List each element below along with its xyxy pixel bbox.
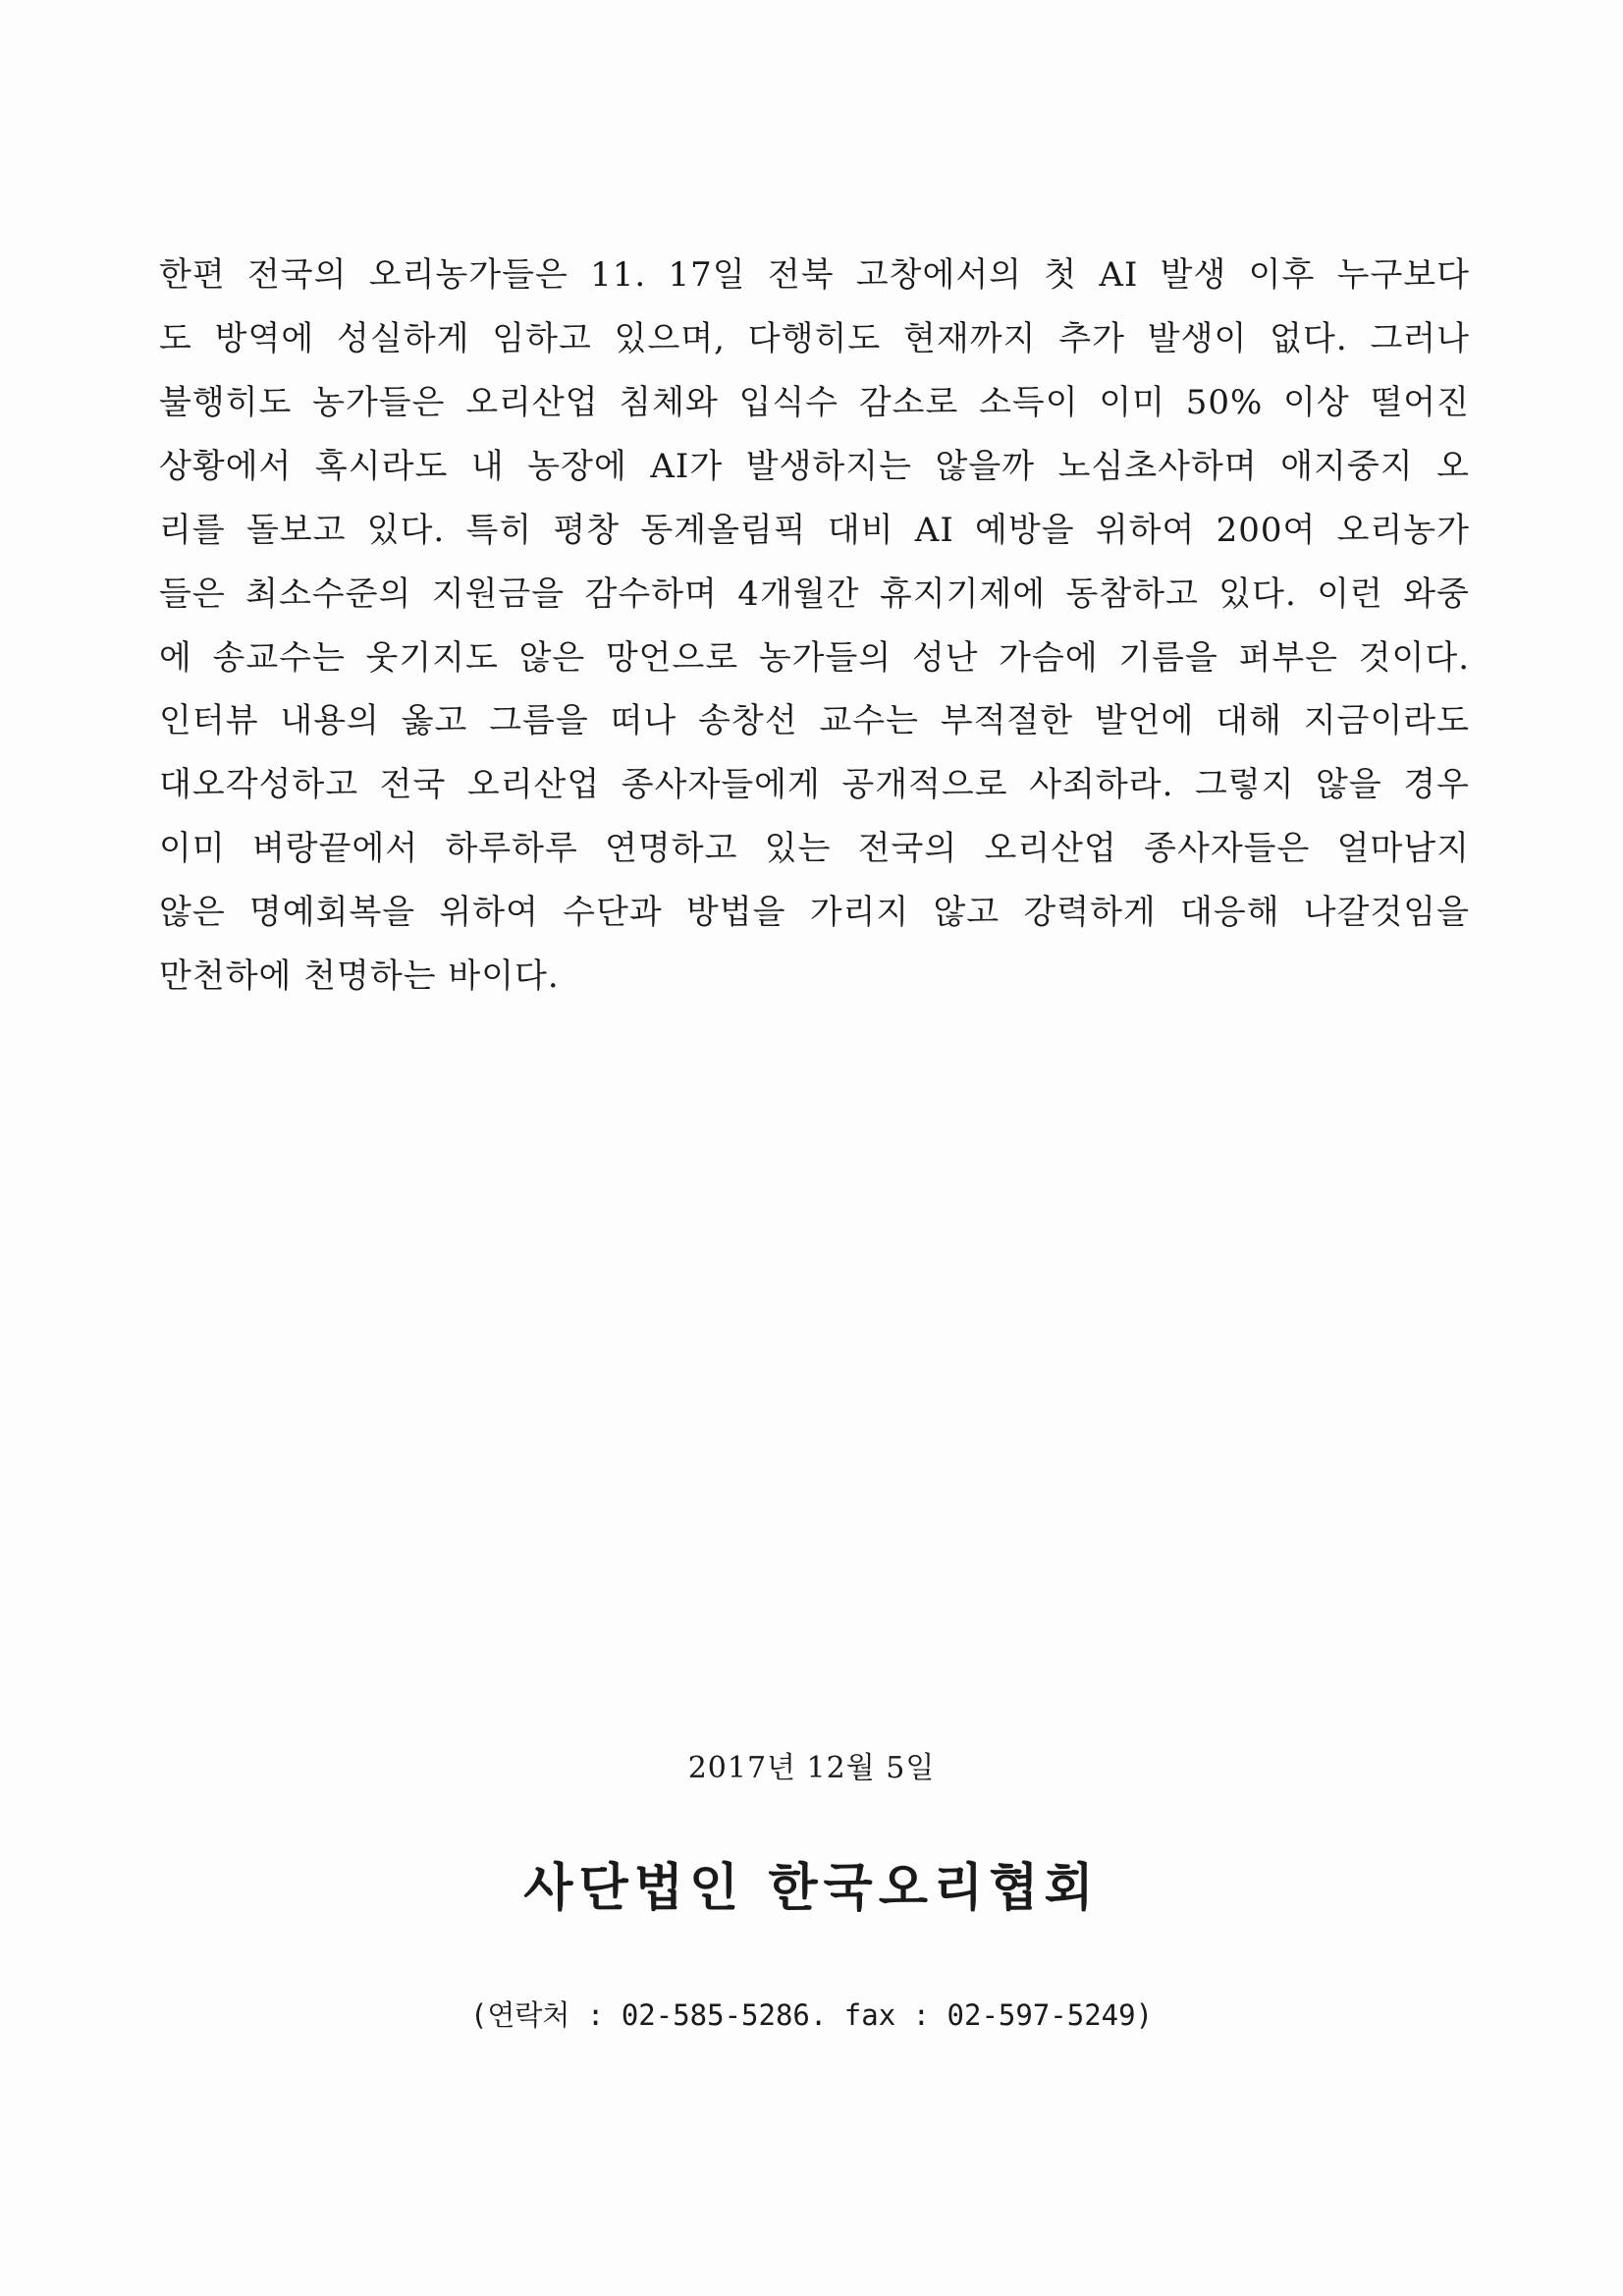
paragraph-1: [159, 244, 1470, 690]
organization-name: 사단법인 한국오리협회: [523, 1859, 1100, 1918]
paragraph-line: 들은 최소수준의 지원금을 감수하며 4개월간 휴지기제에 동참하고 있다. 이런 와중: [159, 574, 1470, 614]
contact-info: (연락처 : 02-585-5286. fax : 02-597-5249): [469, 1998, 1154, 2032]
paragraph-line: 에 송교수는 웃기지도 않은 망언으로 농가들의 성난 가슴에 기름을 퍼부은 것이다.: [159, 638, 1470, 678]
paragraph-line: 인터뷰 내용의 옳고 그름을 떠나 송창선 교수는 부적절한 발언에 대해 지금이라도: [159, 701, 1470, 740]
paragraph-line: 한편 전국의 오리농가들은 11. 17일 전북 고창에서의 첫 AI 발생 이후 누구보다: [159, 255, 1470, 295]
paragraph-line: 리를 돌보고 있다. 특히 평창 동계올림픽 대비 AI 예방을 위하여 200여 오리농가: [159, 511, 1470, 550]
paragraph-line: 불행히도 농가들은 오리산업 침체와 입식수 감소로 소득이 이미 50% 이상 떨어진: [159, 383, 1470, 422]
paragraph-line: 만천하에 천명하는 바이다.: [159, 957, 560, 996]
document-date: 2017년 12월 5일: [687, 1751, 936, 1785]
paragraph-line: 않은 명예회복을 위하여 수단과 방법을 가리지 않고 강력하게 대응해 나갈것임을: [159, 893, 1470, 932]
paragraph-2: [159, 689, 1470, 1009]
paragraph-line: 상황에서 혹시라도 내 농장에 AI가 발생하지는 않을까 노심초사하며 애지중지 오: [159, 447, 1470, 486]
paragraph-line: 이미 벼랑끝에서 하루하루 연명하고 있는 전국의 오리산업 종사자들은 얼마남지: [159, 829, 1470, 868]
paragraph-line: 도 방역에 성실하게 임하고 있으며, 다행히도 현재까지 추가 발생이 없다. 그러나: [159, 319, 1470, 358]
paragraph-line: 대오각성하고 전국 오리산업 종사자들에게 공개적으로 사죄하라. 그렇지 않을 경우: [159, 765, 1470, 804]
